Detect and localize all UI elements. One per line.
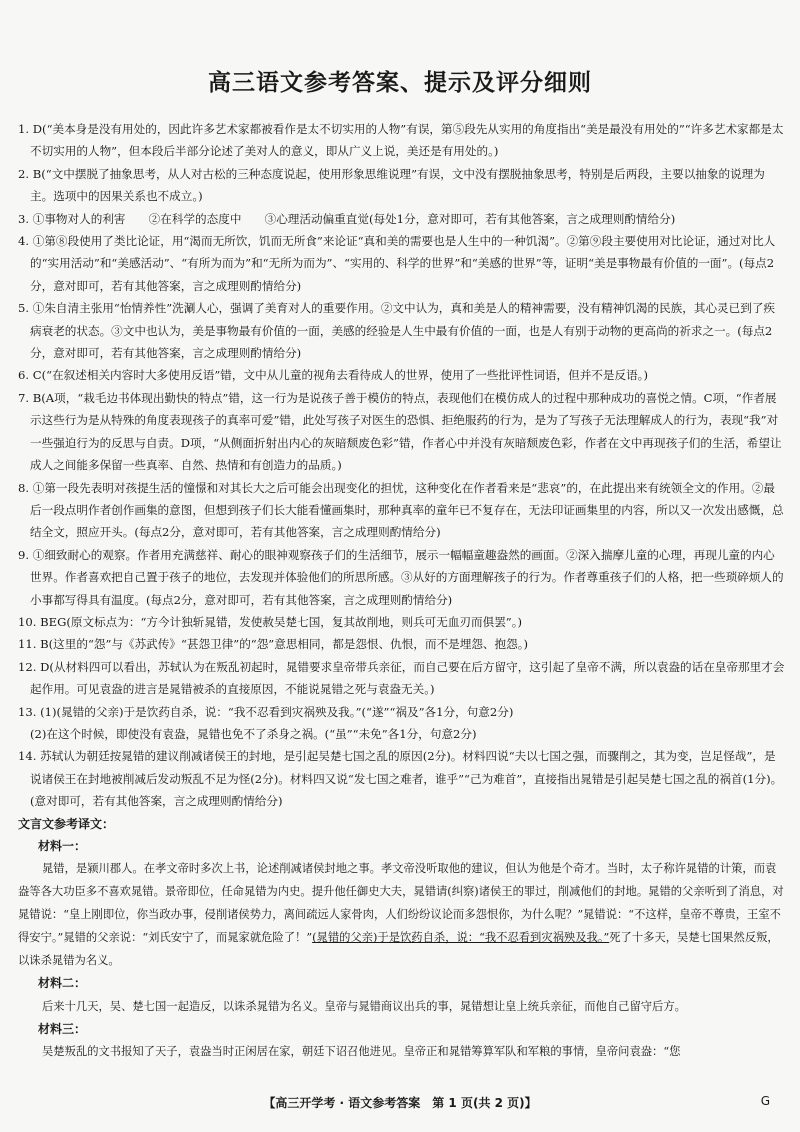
answer-item-3: 3. ①事物对人的利害 ②在科学的态度中 ③心理活动偏重直觉(每处1分，意对即可，若有其他答案，言之成理则酌情给分) — [18, 211, 676, 226]
material-2-label: 材料二： — [38, 976, 87, 991]
answer-item-11: 11. B(这里的“怨”与《苏武传》“甚怨卫律”的“怨”意思相同，都是怨恨、仇恨，而不是埋怨、抱怨。) — [18, 637, 529, 652]
answer-item-2: 2. B(“文中摆脱了抽象思考，从人对古松的三种态度说起，使用形象思维说理”有误，文中没有摆脱抽象思考，特别是后两段，主要以抽象的说理为主。选项中的因果关系也不成立。) — [18, 166, 765, 204]
paper-version-code: G — [760, 1094, 770, 1108]
material-2-text: 后来十几天，吴、楚七国一起造反，以诛杀晁错为名义。皇帝与晁错商议出兵的事，晁错想让皇上统兵亲征，而他自己留守后方。 — [42, 999, 686, 1013]
material-1-text-before: 晁错，是颍川郡人。在孝文帝时多次上书，论述削减诸侯封地之事。孝文帝没听取他的建议，但认为他是个奇才。当时，太子称许晁错的计策，而袁盎等各大功臣多不喜欢晁错。景帝即位，任命晁错为内史。提升他任御史大夫，晁错请(纠察)诸侯王的罪过，削减他们的封地。晁错的父亲听到了消息，对晁错说：“皇上刚即位，你当政办事，侵削诸侯势力，离间疏远人家骨肉，人们纷纷议论而多怨恨你，为什么呢？”晁错说：“不这样，皇帝不尊贵，王室不得安宁。”晁错的父亲说：“刘氏安宁了，而晁家就危险了！” — [18, 862, 784, 945]
material-1-text-after: 死了十多天，吴楚七国果然反叛，以诛杀晁错为名义。 — [18, 931, 779, 968]
answer-item-1: 1. D(“美本身是没有用处的，因此许多艺术家都被看作是太不切实用的人物”有误，第⑤段先从实用的角度指出“美是最没有用处的”“许多艺术家都是太不切实用的人物”，但本段后半部分论述了美对人的意义，即从广义上说，美还是有用处的。) — [18, 122, 784, 159]
page-title: 高三语文参考答案、提示及评分细则 — [208, 70, 592, 96]
answer-item-13-part-2: (2)在这个时候，即使没有袁盎，晁错也免不了杀身之祸。(“虽”“未免”各1分，句意2分) — [30, 726, 477, 741]
material-1-underlined-text: (晁错的父亲)于是饮药自杀，说：“我不忍看到灾祸殃及我。” — [312, 931, 610, 945]
answer-item-12: 12. D(从材料四可以看出，苏轼认为在叛乱初起时，晁错要求皇帝带兵亲征，而自己要在后方留守，这引起了皇帝不满，所以袁盎的话在皇帝那里才会起作用。可见袁盎的进言是晁错被杀的直接原因，不能说晁错之死与袁盎无关。) — [18, 659, 785, 697]
answer-item-4: 4. ①第⑧段使用了类比论证，用“渴而无所饮，饥而无所食”来论证“真和美的需要也是人生中的一种饥渴”。②第⑨段主要使用对比论证，通过对比人的“实用活动”和“美感活动”、“有所为而为”和“无所为而为”、“实用的、科学的世界”和“美感的世界”等，证明“美是事物最有价值的一面”。(每点2分，意对即可，若有其他答案，言之成理则酌情给分) — [18, 234, 776, 293]
answer-item-9: 9. ①细致耐心的观察。作者用充满慈祥、耐心的眼神观察孩子们的生活细节，展示一幅幅童趣盎然的画面。②深入揣摩儿童的心理，再现儿童的内心世界。作者喜欢把自己置于孩子的地位，去发现并体验他们的所思所感。③从好的方面理解孩子的行为。作者尊重孩子们的人格，把一些琐碎烦人的小事都写得具有温度。(每点2分，意对即可，若有其他答案，言之成理则酌情给分) — [18, 547, 784, 607]
answer-item-8: 8. ①第一段先表明对孩提生活的憧憬和对其长大之后可能会出现变化的担忧，这种变化在作者看来是“悲哀”的，在此提出来有统领全文的作用。②最后一段点明作者创作画集的意图，但想到孩子们长大能看懂画集时，那种真率的童年已不复存在，无法印证画集里的内容，所以又一次发出感慨，总结全文，照应开头。(每点2分，意对即可，若有其他答案，言之成理则酌情给分) — [18, 480, 784, 540]
answer-item-14: 14. 苏轼认为朝廷按晁错的建议削减诸侯王的封地，是引起吴楚七国之乱的原因(2分)。材料四说“夫以七国之强，而骤削之，其为变，岂足怪哉”，是说诸侯王在封地被削减后发动叛乱不足为怪(2分)。材料四又说“发七国之难者，谁乎”“己为难首”，直接指出晁错是引起吴楚七国之乱的祸首(1分)。(意对即可，若有其他答案，言之成理则酌情给分) — [18, 749, 783, 809]
translation-heading: 文言文参考译文： — [18, 816, 115, 831]
material-1-label: 材料一： — [38, 839, 87, 853]
answer-item-6: 6. C(“在叙述相关内容时大多使用反语”错，文中从儿童的视角去看待成人的世界，使用了一些批评性词语，但并不是反语。) — [18, 368, 649, 383]
answer-item-5: 5. ①朱自清主张用“怡情养性”洗涮人心，强调了美育对人的重要作用。②文中认为，真和美是人的精神需要，没有精神饥渴的民族，其心灵已到了疾病衰老的状态。③文中也认为，美是事物最有价值的一面，美感的经验是人生中最有价值的一面，也是人有别于动物的更高尚的祈求之一。(每点2分，意对即可，若有其他答案，言之成理则酌情给分) — [18, 301, 776, 361]
answer-item-7: 7. B(A项，“栽毛边书体现出勤快的特点”错，这一行为是说孩子善于模仿的特点，表现他们在模仿成人的过程中那种成功的喜悦之情。C项，“作者展示这些行为是从特殊的角度表现孩子的真率可爱”错，此处写孩子对医生的恐惧、拒绝服药的行为，是为了写孩子无法理解成人的行为，表现“我”对一些强迫行为的反思与自责。D项，“从侧面折射出内心的灰暗颓废色彩”错，作者心中并没有灰暗颓废色彩，作者在文中再现孩子们的生活，希望让成人之间能多保留一些真率、自然、热情和有创造力的品质。) — [18, 390, 782, 473]
material-1-text — [18, 857, 786, 972]
page-footer: 【高三开学考 · 语文参考答案 第 1 页(共 2 页)】 — [263, 1096, 537, 1110]
material-3-text: 吴楚叛乱的文书报知了天子，袁盎当时正闲居在家，朝廷下诏召他进见。皇帝正和晁错筹算军队和军粮的事情，皇帝问袁盎：“您 — [42, 1045, 681, 1059]
material-3-label: 材料三： — [38, 1021, 87, 1036]
answer-item-10: 10. BEG(原文标点为：“方今计独斩晁错，发使赦吴楚七国，复其故削地，则兵可无血刃而俱罢”。) — [18, 614, 523, 629]
answer-item-13-part-1: 13. (1)(晁错的父亲)于是饮药自杀，说：“我不忍看到灾祸殃及我。”(“遂”“祸及”各1分，句意2分) — [18, 704, 514, 719]
answer-content — [18, 118, 786, 1063]
